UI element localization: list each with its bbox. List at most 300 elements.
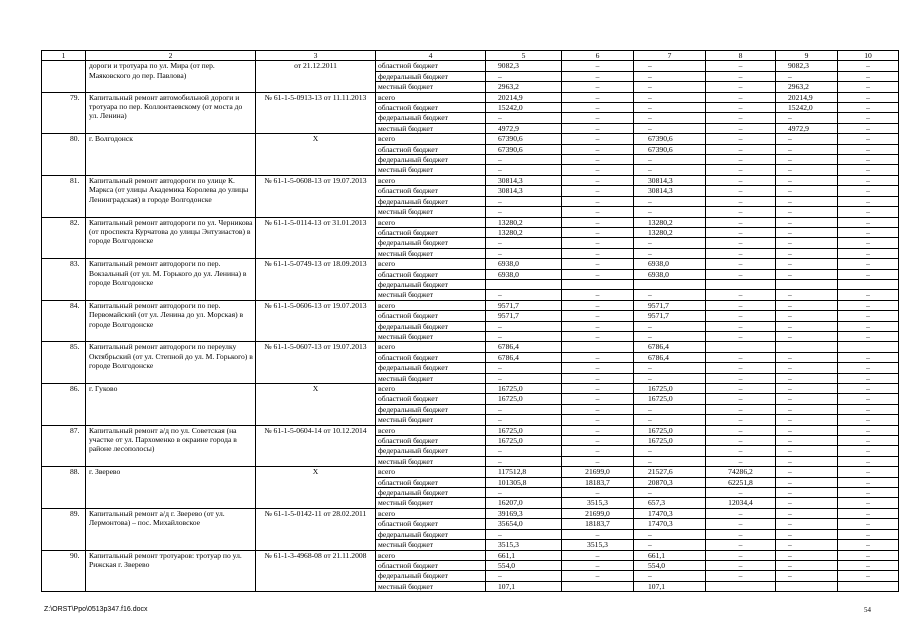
table-row [42, 508, 899, 518]
amount-col-9: – [776, 529, 838, 539]
amount-col-9: – [776, 404, 838, 414]
amount-col-10: – [838, 311, 899, 321]
amount-col-9: – [776, 519, 838, 529]
amount-col-5: 13280,2 [486, 227, 562, 237]
row-number: 88. [42, 467, 86, 509]
amount-col-5: – [486, 571, 562, 581]
column-number-8: 8 [706, 51, 776, 61]
amount-col-5: – [486, 113, 562, 123]
row-number: 84. [42, 300, 86, 342]
amount-col-5: 15242,0 [486, 103, 562, 113]
amount-col-10: – [838, 82, 899, 92]
amount-col-5: 13280,2 [486, 217, 562, 227]
amount-col-7: 16725,0 [634, 425, 706, 435]
amount-col-8: – [706, 363, 776, 373]
amount-col-9: – [776, 331, 838, 341]
budget-source: федеральный бюджет [376, 196, 486, 206]
amount-col-7: 9571,7 [634, 311, 706, 321]
row-number: 83. [42, 259, 86, 301]
budget-source: всего [376, 342, 486, 352]
amount-col-10: – [838, 61, 899, 71]
amount-col-6: – [562, 134, 634, 144]
amount-col-5: 16725,0 [486, 436, 562, 446]
table-row [42, 175, 899, 185]
amount-col-9: – [776, 456, 838, 466]
amount-col-6: – [562, 290, 634, 300]
amount-col-8: – [706, 352, 776, 362]
amount-col-9: 15242,0 [776, 103, 838, 113]
amount-col-9: – [776, 384, 838, 394]
amount-col-7: – [634, 155, 706, 165]
amount-col-6: – [562, 321, 634, 331]
amount-col-8: – [706, 155, 776, 165]
amount-col-8: – [706, 508, 776, 518]
table-row [42, 384, 899, 394]
amount-col-7: 67390,6 [634, 144, 706, 154]
amount-col-7: – [634, 290, 706, 300]
amount-col-10: – [838, 467, 899, 477]
amount-col-6: – [562, 113, 634, 123]
row-number: 90. [42, 550, 86, 592]
amount-col-8: – [706, 207, 776, 217]
budget-source: местный бюджет [376, 415, 486, 425]
amount-col-5: – [486, 290, 562, 300]
amount-col-5: 6786,4 [486, 342, 562, 352]
amount-col-9 [776, 581, 838, 591]
amount-col-10: – [838, 446, 899, 456]
amount-col-7: 657,3 [634, 498, 706, 508]
amount-col-6: – [562, 217, 634, 227]
row-number: 85. [42, 342, 86, 384]
amount-col-7: 6938,0 [634, 269, 706, 279]
amount-col-10: – [838, 71, 899, 81]
amount-col-8: – [706, 290, 776, 300]
object-name: Капитальный ремонт автомобильной дороги и тротуара по пер. Коллонтаевскому (от моста до ул. Ленина) [86, 92, 256, 134]
amount-col-7: 6938,0 [634, 259, 706, 269]
amount-col-5: – [486, 363, 562, 373]
amount-col-10: – [838, 540, 899, 550]
budget-source: всего [376, 508, 486, 518]
amount-col-8: – [706, 425, 776, 435]
amount-col-5: 3515,3 [486, 540, 562, 550]
amount-col-7: – [634, 61, 706, 71]
amount-col-10: – [838, 259, 899, 269]
budget-source: всего [376, 175, 486, 185]
column-number-5: 5 [486, 51, 562, 61]
amount-col-10: – [838, 571, 899, 581]
document-number: X [256, 384, 376, 426]
amount-col-6: – [562, 415, 634, 425]
amount-col-8: – [706, 394, 776, 404]
amount-col-7: 107,1 [634, 581, 706, 591]
amount-col-9: – [776, 207, 838, 217]
amount-col-8: – [706, 227, 776, 237]
amount-col-6: – [562, 404, 634, 414]
table-row [42, 425, 899, 435]
amount-col-10: – [838, 404, 899, 414]
amount-col-9 [776, 342, 838, 352]
budget-source: всего [376, 217, 486, 227]
budget-source: местный бюджет [376, 456, 486, 466]
amount-col-7: 16725,0 [634, 394, 706, 404]
document-number: № 61-1-5-0604-14 от 10.12.2014 [256, 425, 376, 467]
amount-col-5: 661,1 [486, 550, 562, 560]
budget-source: местный бюджет [376, 82, 486, 92]
amount-col-5: – [486, 238, 562, 248]
budget-source: местный бюджет [376, 581, 486, 591]
amount-col-9: – [776, 71, 838, 81]
amount-col-9: – [776, 290, 838, 300]
amount-col-9: – [776, 467, 838, 477]
amount-col-10: – [838, 92, 899, 102]
amount-col-6: – [562, 238, 634, 248]
amount-col-8: – [706, 196, 776, 206]
amount-col-5: 30814,3 [486, 175, 562, 185]
amount-col-9: – [776, 186, 838, 196]
amount-col-5: – [486, 446, 562, 456]
amount-col-5: 16725,0 [486, 384, 562, 394]
budget-source: местный бюджет [376, 165, 486, 175]
amount-col-9: – [776, 175, 838, 185]
document-number: № 61-1-3-4968-08 от 21.11.2008 [256, 550, 376, 592]
amount-col-7: 16725,0 [634, 384, 706, 394]
amount-col-6: – [562, 269, 634, 279]
amount-col-8: – [706, 175, 776, 185]
table-row [42, 259, 899, 269]
amount-col-10: – [838, 415, 899, 425]
budget-source: федеральный бюджет [376, 113, 486, 123]
amount-col-10: – [838, 113, 899, 123]
amount-col-9: – [776, 425, 838, 435]
amount-col-6 [562, 279, 634, 289]
amount-col-6: – [562, 259, 634, 269]
amount-col-5: 9571,7 [486, 300, 562, 310]
amount-col-5: 35654,0 [486, 519, 562, 529]
amount-col-7: 6786,4 [634, 342, 706, 352]
budget-source: федеральный бюджет [376, 321, 486, 331]
budget-source: всего [376, 467, 486, 477]
document-number: № 61-1-5-0749-13 от 18.09.2013 [256, 259, 376, 301]
amount-col-9: – [776, 227, 838, 237]
amount-col-8: – [706, 123, 776, 133]
amount-col-7 [634, 279, 706, 289]
amount-col-9 [776, 279, 838, 289]
amount-col-7: 17470,3 [634, 519, 706, 529]
amount-col-10: – [838, 165, 899, 175]
amount-col-8: – [706, 103, 776, 113]
budget-source: областной бюджет [376, 61, 486, 71]
amount-col-8: – [706, 92, 776, 102]
amount-col-10: – [838, 508, 899, 518]
budget-source: областной бюджет [376, 352, 486, 362]
amount-col-6: 18183,7 [562, 519, 634, 529]
amount-col-10: – [838, 196, 899, 206]
amount-col-5: – [486, 331, 562, 341]
table-row [42, 92, 899, 102]
amount-col-7: 30814,3 [634, 175, 706, 185]
document-number: от 21.12.2011 [256, 61, 376, 92]
amount-col-9: – [776, 498, 838, 508]
amount-col-8: – [706, 321, 776, 331]
amount-col-7: 6786,4 [634, 352, 706, 362]
amount-col-7: 30814,3 [634, 186, 706, 196]
amount-col-9: – [776, 144, 838, 154]
amount-col-7: 16725,0 [634, 436, 706, 446]
amount-col-8: – [706, 446, 776, 456]
amount-col-10: – [838, 498, 899, 508]
table-row [42, 217, 899, 227]
amount-col-6: – [562, 196, 634, 206]
amount-col-10: – [838, 134, 899, 144]
budget-source: всего [376, 384, 486, 394]
table-row [42, 467, 899, 477]
amount-col-6: 3515,3 [562, 498, 634, 508]
amount-col-10: – [838, 238, 899, 248]
budget-source: федеральный бюджет [376, 571, 486, 581]
amount-col-8: – [706, 217, 776, 227]
amount-col-9: – [776, 217, 838, 227]
budget-table [41, 50, 899, 592]
amount-col-10: – [838, 456, 899, 466]
budget-source: местный бюджет [376, 373, 486, 383]
amount-col-9: – [776, 311, 838, 321]
amount-col-5: 67390,6 [486, 134, 562, 144]
budget-source: областной бюджет [376, 103, 486, 113]
amount-col-7: – [634, 92, 706, 102]
amount-col-7: 554,0 [634, 560, 706, 570]
amount-col-8: – [706, 300, 776, 310]
amount-col-5: – [486, 155, 562, 165]
amount-col-10: – [838, 488, 899, 498]
amount-col-9: – [776, 436, 838, 446]
amount-col-10: – [838, 186, 899, 196]
amount-col-6: – [562, 82, 634, 92]
budget-source: областной бюджет [376, 269, 486, 279]
amount-col-7: – [634, 415, 706, 425]
amount-col-8: – [706, 269, 776, 279]
amount-col-8: – [706, 436, 776, 446]
budget-source: федеральный бюджет [376, 404, 486, 414]
amount-col-8: – [706, 529, 776, 539]
amount-col-9: 4972,9 [776, 123, 838, 133]
amount-col-10: – [838, 436, 899, 446]
amount-col-5: 9571,7 [486, 311, 562, 321]
amount-col-7: – [634, 71, 706, 81]
amount-col-5: 20214,9 [486, 92, 562, 102]
amount-col-8: – [706, 519, 776, 529]
amount-col-6: – [562, 425, 634, 435]
document-number: № 61-1-5-0913-13 от 11.11.2013 [256, 92, 376, 134]
amount-col-8: – [706, 186, 776, 196]
amount-col-10: – [838, 425, 899, 435]
amount-col-9: – [776, 415, 838, 425]
budget-source: местный бюджет [376, 123, 486, 133]
row-number: 87. [42, 425, 86, 467]
amount-col-7: – [634, 373, 706, 383]
amount-col-7: – [634, 321, 706, 331]
document-number: № 61-1-5-0607-13 от 19.07.2013 [256, 342, 376, 384]
amount-col-5: 6938,0 [486, 269, 562, 279]
table-row [42, 342, 899, 352]
amount-col-5: 107,1 [486, 581, 562, 591]
amount-col-5: 30814,3 [486, 186, 562, 196]
amount-col-8: – [706, 259, 776, 269]
amount-col-8: 62251,8 [706, 477, 776, 487]
amount-col-7: – [634, 123, 706, 133]
amount-col-7: – [634, 529, 706, 539]
budget-source: всего [376, 425, 486, 435]
amount-col-10: – [838, 363, 899, 373]
row-number: 89. [42, 508, 86, 550]
document-number: X [256, 134, 376, 176]
object-name: Капитальный ремонт автодороги по пер. Вокзальный (от ул. М. Горького до ул. Ленина) в городе Волгодонске [86, 259, 256, 301]
amount-col-7: – [634, 165, 706, 175]
row-number: 79. [42, 92, 86, 134]
budget-source: областной бюджет [376, 394, 486, 404]
table-row [42, 550, 899, 560]
amount-col-8: – [706, 165, 776, 175]
amount-col-7: 13280,2 [634, 227, 706, 237]
amount-col-8: – [706, 560, 776, 570]
amount-col-9: – [776, 196, 838, 206]
amount-col-9: – [776, 352, 838, 362]
amount-col-9: – [776, 165, 838, 175]
amount-col-6: – [562, 61, 634, 71]
amount-col-8: – [706, 113, 776, 123]
row-number: 82. [42, 217, 86, 259]
document-number: № 61-1-5-0606-13 от 19.07.2013 [256, 300, 376, 342]
amount-col-9: – [776, 446, 838, 456]
row-number [42, 61, 86, 92]
column-number-9: 9 [776, 51, 838, 61]
amount-col-10: – [838, 373, 899, 383]
amount-col-5: 117512,8 [486, 467, 562, 477]
amount-col-8: 74286,2 [706, 467, 776, 477]
amount-col-6: – [562, 144, 634, 154]
row-number: 86. [42, 384, 86, 426]
amount-col-10: – [838, 550, 899, 560]
amount-col-5: 4972,9 [486, 123, 562, 133]
amount-col-6: – [562, 123, 634, 133]
amount-col-10: – [838, 529, 899, 539]
amount-col-9: – [776, 363, 838, 373]
amount-col-8: 12034,4 [706, 498, 776, 508]
amount-col-10: – [838, 123, 899, 133]
amount-col-9: – [776, 540, 838, 550]
amount-col-5: – [486, 404, 562, 414]
amount-col-9: – [776, 550, 838, 560]
column-number-1: 1 [42, 51, 86, 61]
amount-col-8: – [706, 540, 776, 550]
amount-col-7: – [634, 238, 706, 248]
amount-col-8: – [706, 238, 776, 248]
amount-col-5: – [486, 373, 562, 383]
budget-source: федеральный бюджет [376, 238, 486, 248]
object-name: г. Волгодонск [86, 134, 256, 176]
amount-col-7: – [634, 82, 706, 92]
budget-source: местный бюджет [376, 331, 486, 341]
amount-col-10: – [838, 155, 899, 165]
budget-source: федеральный бюджет [376, 363, 486, 373]
amount-col-6: – [562, 446, 634, 456]
amount-col-6: – [562, 436, 634, 446]
amount-col-10: – [838, 290, 899, 300]
amount-col-10: – [838, 300, 899, 310]
amount-col-10: – [838, 331, 899, 341]
amount-col-6: – [562, 352, 634, 362]
amount-col-6: – [562, 529, 634, 539]
amount-col-9: – [776, 155, 838, 165]
amount-col-9: – [776, 373, 838, 383]
amount-col-6: – [562, 456, 634, 466]
budget-source: федеральный бюджет [376, 488, 486, 498]
amount-col-7: 21527,6 [634, 467, 706, 477]
amount-col-5: – [486, 71, 562, 81]
amount-col-7: 661,1 [634, 550, 706, 560]
amount-col-6: 18183,7 [562, 477, 634, 487]
amount-col-7: – [634, 571, 706, 581]
amount-col-7: – [634, 196, 706, 206]
amount-col-5: 16725,0 [486, 394, 562, 404]
amount-col-7: 9571,7 [634, 300, 706, 310]
amount-col-7: 20870,3 [634, 477, 706, 487]
amount-col-10 [838, 279, 899, 289]
object-name: дороги и тротуара по ул. Мира (от пер. Маяковского до пер. Павлова) [86, 61, 256, 92]
amount-col-10: – [838, 477, 899, 487]
amount-col-5: 6786,4 [486, 352, 562, 362]
amount-col-10 [838, 342, 899, 352]
amount-col-9: – [776, 259, 838, 269]
amount-col-7: – [634, 488, 706, 498]
object-name: Капитальный ремонт а/д по ул. Советская (на участке от ул. Пархоменко в окраине города в районе лесополосы) [86, 425, 256, 467]
amount-col-10: – [838, 175, 899, 185]
budget-source: всего [376, 259, 486, 269]
budget-source: областной бюджет [376, 186, 486, 196]
budget-source: федеральный бюджет [376, 71, 486, 81]
budget-source: всего [376, 300, 486, 310]
amount-col-9: – [776, 477, 838, 487]
amount-col-8 [706, 581, 776, 591]
amount-col-8: – [706, 456, 776, 466]
amount-col-5: – [486, 207, 562, 217]
budget-source: федеральный бюджет [376, 279, 486, 289]
amount-col-9: – [776, 560, 838, 570]
amount-col-5: 554,0 [486, 560, 562, 570]
amount-col-8: – [706, 373, 776, 383]
amount-col-6: – [562, 103, 634, 113]
amount-col-5: 9082,3 [486, 61, 562, 71]
column-number-7: 7 [634, 51, 706, 61]
footer-file-path: Z:\ORST\Ppo\0513p347.f16.docx [44, 606, 148, 613]
amount-col-6: – [562, 186, 634, 196]
document-number: № 61-1-5-0114-13 от 31.01.2013 [256, 217, 376, 259]
object-name: Капитальный ремонт автодороги по ул. Черникова (от проспекта Курчатова до улицы Энтузиастов) в городе Волгодонске [86, 217, 256, 259]
amount-col-7: – [634, 113, 706, 123]
amount-col-5: – [486, 165, 562, 175]
amount-col-8: – [706, 415, 776, 425]
amount-col-10 [838, 581, 899, 591]
amount-col-6: 3515,3 [562, 540, 634, 550]
amount-col-6: – [562, 165, 634, 175]
amount-col-7: 67390,6 [634, 134, 706, 144]
amount-col-9: – [776, 269, 838, 279]
amount-col-10: – [838, 519, 899, 529]
column-number-2: 2 [86, 51, 256, 61]
amount-col-6: – [562, 363, 634, 373]
amount-col-6: – [562, 92, 634, 102]
amount-col-6: – [562, 394, 634, 404]
amount-col-7: – [634, 363, 706, 373]
